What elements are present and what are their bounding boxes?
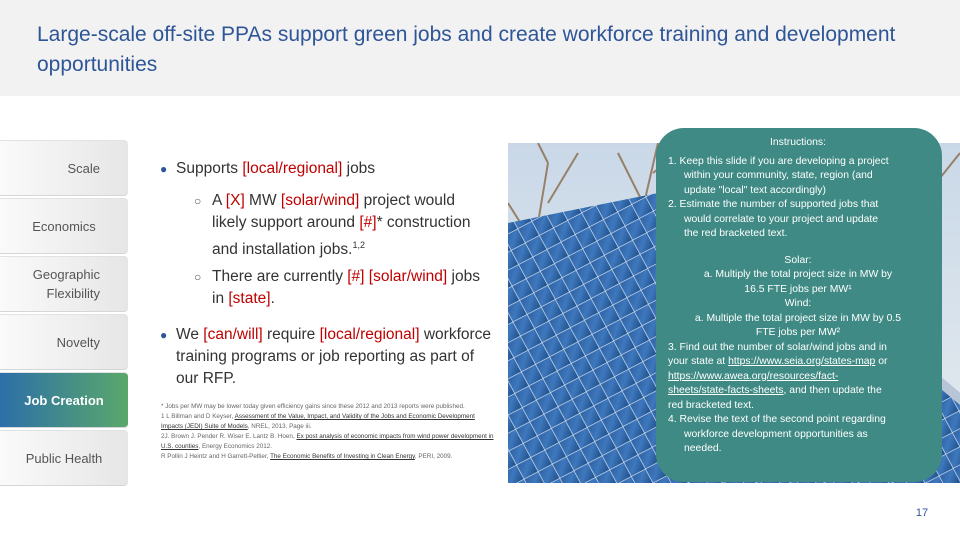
text-segment: workforce training programs or job reporting as part of our RFP. bbox=[176, 326, 492, 387]
bullet-circle: ○ bbox=[194, 270, 202, 284]
bullet-local-jobs bbox=[160, 158, 490, 180]
text-segment: There are currently bbox=[212, 268, 348, 285]
instruction-line bbox=[668, 355, 928, 370]
text-segment: jobs bbox=[342, 160, 376, 177]
text-segment: your state at bbox=[668, 356, 729, 367]
nav-item-label: Geographic Flexibility bbox=[32, 267, 100, 301]
text-segment: , and then update the bbox=[783, 385, 882, 396]
awea-link[interactable]: https://www.awea.org/resources/fact- bbox=[668, 370, 839, 382]
text-segment: 1 L Billman and D Keyser, bbox=[161, 413, 235, 420]
slide-title: Large-scale off-site PPAs support green jobs and create workforce training and development opportunities bbox=[37, 23, 896, 76]
instruction-line: a. Multiply the total project size in MW by bbox=[703, 269, 893, 280]
text-segment: We bbox=[176, 326, 204, 343]
instruction-line: Solar: bbox=[784, 254, 812, 266]
placeholder-text: [solar/wind] bbox=[368, 268, 448, 285]
placeholder-text: [state] bbox=[228, 290, 271, 307]
text-segment: project would likely support around bbox=[212, 192, 455, 231]
text-segment: , Energy Economics 2012. bbox=[198, 443, 272, 450]
text-segment: or bbox=[875, 356, 888, 367]
instruction-line: Wind: bbox=[784, 298, 812, 309]
footnote-ref: 1,2 bbox=[352, 240, 365, 250]
instruction-line bbox=[668, 384, 928, 399]
awea-link[interactable]: sheets/state-facts-sheets bbox=[668, 385, 784, 396]
instruction-line: FTE jobs per MW² bbox=[755, 327, 841, 338]
text-segment: MW bbox=[244, 192, 281, 209]
placeholder-text: [#] bbox=[347, 268, 365, 285]
text-segment: 2J. Brown J. Pender R. Wiser E. Lantz B. Hoen, bbox=[161, 433, 297, 440]
placeholder-text: [X] bbox=[225, 192, 245, 209]
instruction-line: 4. Revise the text of the second point regarding bbox=[668, 414, 886, 425]
bullet-circle: ○ bbox=[194, 194, 202, 208]
placeholder-text: [local/regional] bbox=[242, 160, 343, 177]
text-segment: , PERI, 2009. bbox=[414, 453, 453, 460]
page-number: 17 bbox=[915, 507, 929, 519]
footnote-3 bbox=[161, 452, 495, 462]
text-segment: * construction and installation jobs. bbox=[212, 214, 471, 259]
nav-item-economics[interactable] bbox=[0, 198, 128, 254]
instruction-line: workforce development opportunities as bbox=[684, 428, 868, 440]
instruction-line: 1. Keep this slide if you are developing a project bbox=[668, 155, 889, 167]
instruction-line: needed. bbox=[684, 443, 722, 454]
nav-item-scale[interactable] bbox=[0, 140, 128, 196]
bullet-dot: ● bbox=[160, 328, 168, 342]
instruction-line: red bracketed text. bbox=[668, 399, 755, 411]
bullet-workforce-training bbox=[160, 324, 500, 390]
footnote-1 bbox=[161, 412, 495, 432]
bullet-dot: ● bbox=[160, 162, 168, 176]
footnotes bbox=[161, 402, 495, 462]
nav-item-public-health[interactable] bbox=[0, 430, 128, 486]
footnote-2 bbox=[161, 432, 495, 452]
sub-bullet-current-jobs bbox=[194, 266, 490, 310]
placeholder-text: [local/regional] bbox=[319, 326, 420, 343]
instruction-line: the red bracketed text. bbox=[684, 228, 788, 239]
instruction-line: would correlate to your project and update bbox=[684, 213, 879, 225]
nav-item-novelty[interactable] bbox=[0, 314, 128, 370]
nav-item-job-creation[interactable] bbox=[0, 372, 128, 428]
instruction-line bbox=[668, 370, 928, 385]
instructions-heading: Instructions: bbox=[769, 137, 827, 148]
nav-item-label: Novelty bbox=[56, 334, 100, 350]
text-segment: A bbox=[212, 192, 226, 209]
text-segment: R Pollin J Heintz and H Garrett-Peltier, bbox=[161, 453, 271, 460]
text-segment: require bbox=[262, 326, 320, 343]
text-segment: , NREL, 2013. Page iii. bbox=[247, 423, 312, 430]
footnote-link[interactable]: Ex post analysis of economic impacts from wind power development in U.S. counties bbox=[161, 433, 494, 450]
placeholder-text: [can/will] bbox=[203, 326, 263, 343]
nav-item-label: Job Creation bbox=[24, 392, 104, 408]
placeholder-text: [#] bbox=[359, 214, 377, 231]
nav-item-geographic-flexibility[interactable] bbox=[0, 256, 128, 312]
footnote-link[interactable]: Assessment of the Value, Impact, and Validity of the Jobs and Economic Development Impacts (JEDI) Suite of Models bbox=[161, 413, 475, 430]
sub-bullet-project-jobs bbox=[194, 190, 490, 261]
instruction-line: 2. Estimate the number of supported jobs that bbox=[668, 199, 879, 210]
seia-link[interactable]: https://www.seia.org/states-map bbox=[728, 356, 876, 367]
footnote-link[interactable]: The Economic Benefits of Investing in Clean Energy bbox=[270, 453, 415, 460]
text-segment: Supports bbox=[176, 160, 243, 177]
nav-item-label: Economics bbox=[32, 218, 96, 234]
nav-item-label: Scale bbox=[67, 160, 100, 176]
instruction-line: 3. Find out the number of solar/wind jobs and in bbox=[668, 341, 887, 353]
text-segment: . bbox=[270, 290, 275, 307]
instruction-line: a. Multiple the total project size in MW by 0.5 bbox=[694, 312, 902, 324]
footnote-0: * Jobs per MW may be lower today given efficiency gains since these 2012 and 2013 reports were published. bbox=[161, 403, 465, 410]
text-segment: jobs in bbox=[212, 268, 480, 307]
instruction-line: update "local" text accordingly) bbox=[684, 184, 826, 196]
placeholder-text: [solar/wind] bbox=[280, 192, 360, 209]
nav-item-label: Public Health bbox=[25, 450, 103, 466]
instructions-panel bbox=[656, 128, 942, 482]
instruction-line: 16.5 FTE jobs per MW¹ bbox=[744, 283, 852, 295]
instruction-line: within your community, state, region (and bbox=[684, 170, 873, 181]
